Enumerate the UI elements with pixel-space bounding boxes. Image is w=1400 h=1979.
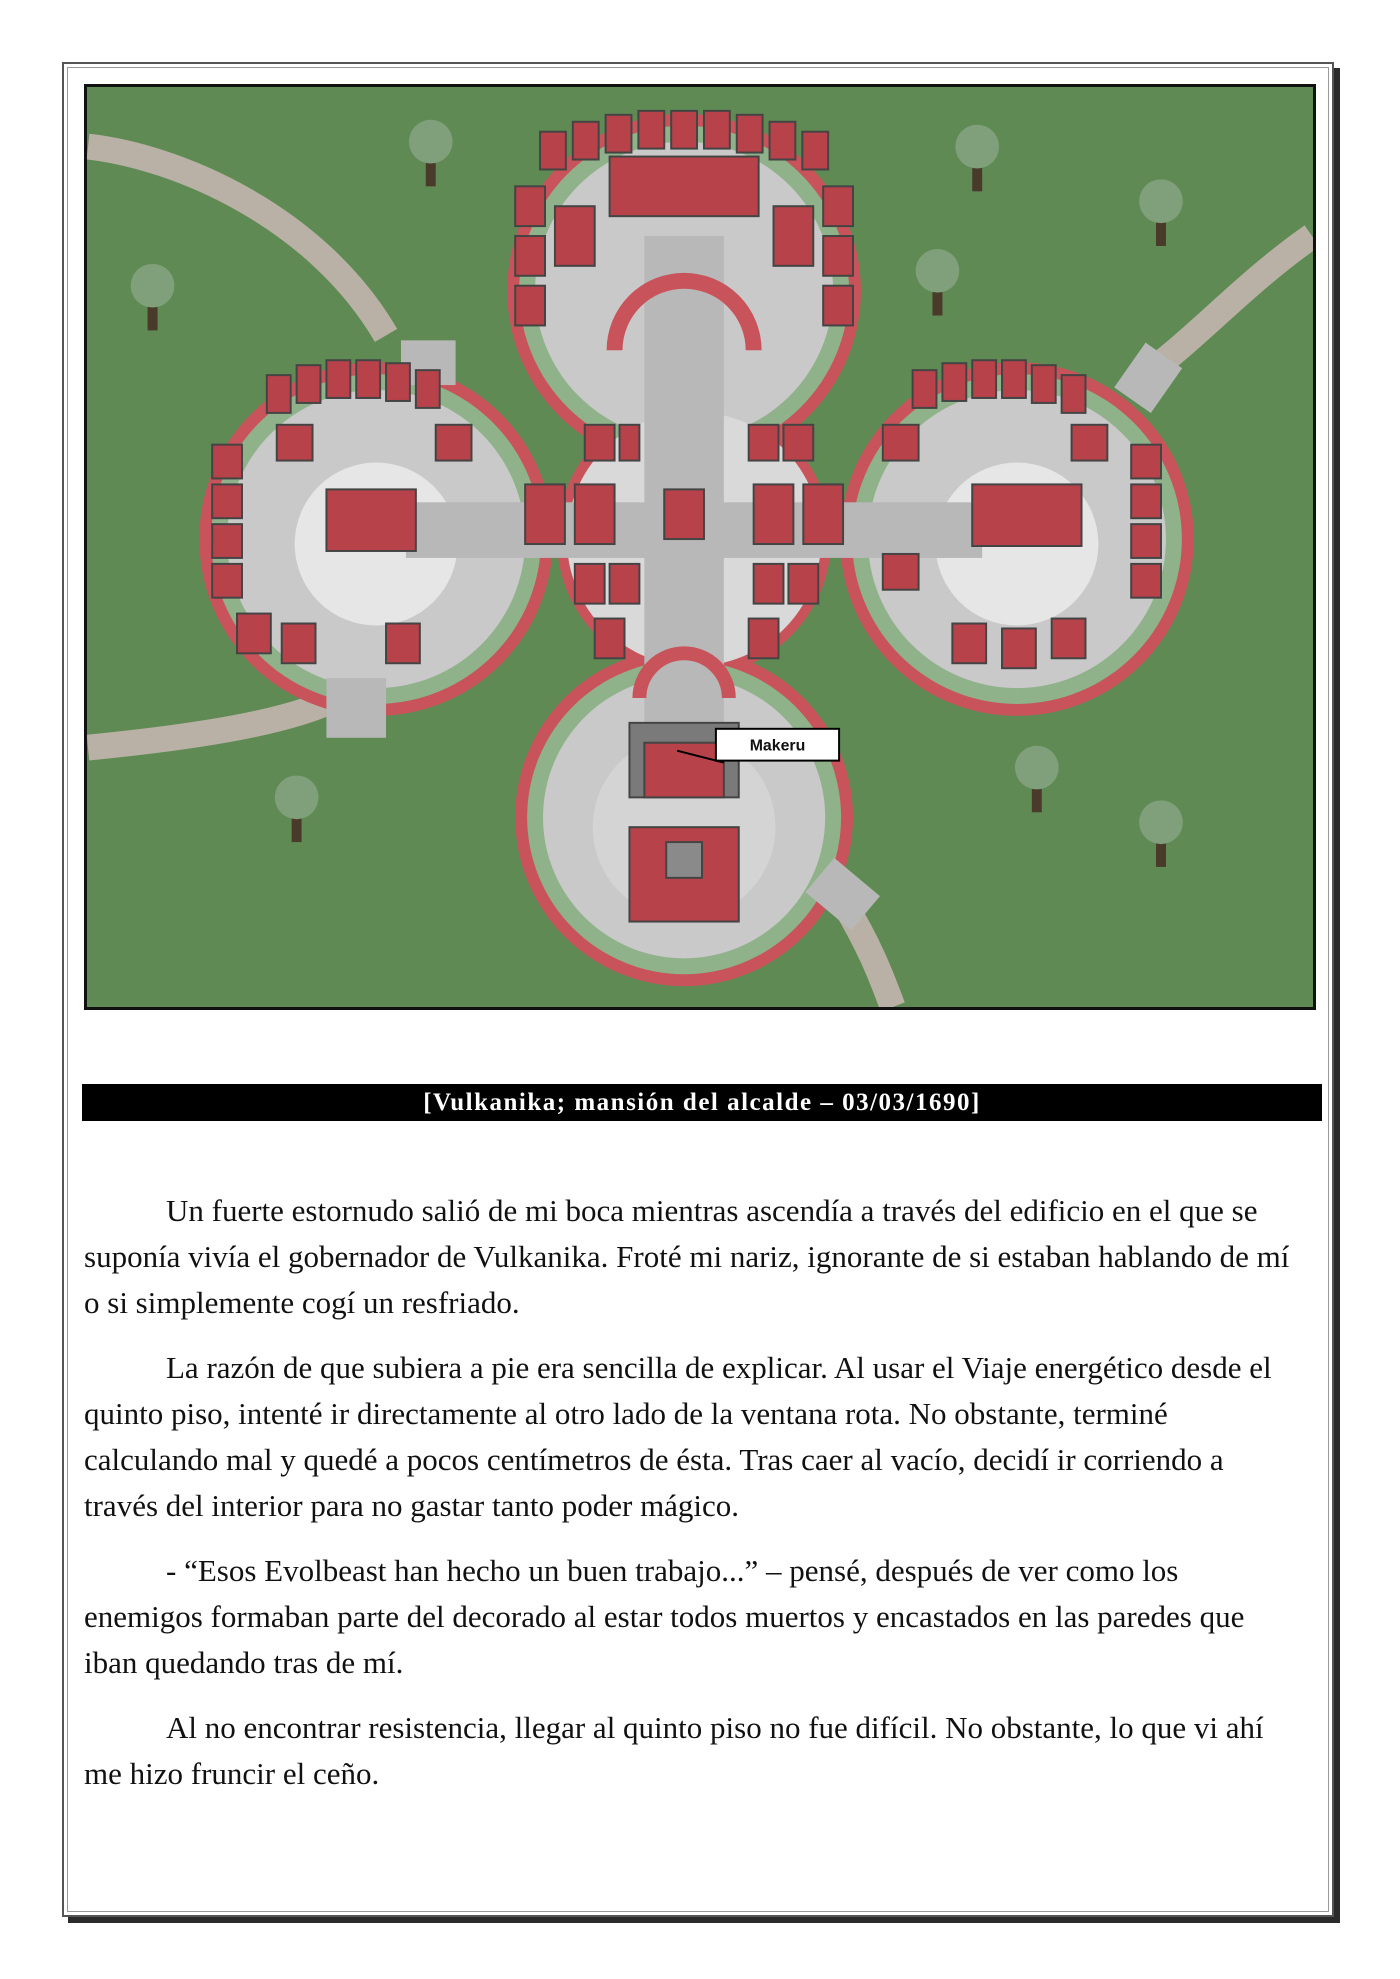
west-gate	[326, 678, 386, 738]
story-text	[84, 1188, 1302, 1816]
paragraph: La razón de que subiera a pie era sencilla de explicar. Al usar el Viaje energético desde el quinto piso, intenté ir directamente al otro lado de la ventana rota. No obstante, terminé calculando mal y quedé a pocos centímetros de ésta. Tras caer al vacío, decidí ir corriendo a través del interior para no gastar tanto poder mágico.	[84, 1350, 1272, 1523]
paragraph: Al no encontrar resistencia, llegar al quinto piso no fue difícil. No obstante, lo que vi ahí me hizo fruncir el ceño.	[84, 1710, 1264, 1791]
chapter-caption-bar	[82, 1084, 1322, 1121]
chapter-caption: [Vulkanika; mansión del alcalde – 03/03/1690]	[423, 1088, 981, 1116]
makeru-label: Makeru	[749, 737, 806, 755]
city-map-svg	[87, 87, 1313, 1007]
city-map	[84, 84, 1316, 1010]
paragraph: - “Esos Evolbeast han hecho un buen trabajo...” – pensé, después de ver como los enemigos formaban parte del decorado al estar todos muertos y encastados en las paredes que iban quedando tras de mí.	[84, 1553, 1245, 1680]
paragraph: Un fuerte estornudo salió de mi boca mientras ascendía a través del edificio en el que se suponía vivía el gobernador de Vulkanika. Froté mi nariz, ignorante de si estaban hablando de mí o si simplemente cogí un resfriado.	[84, 1193, 1290, 1320]
